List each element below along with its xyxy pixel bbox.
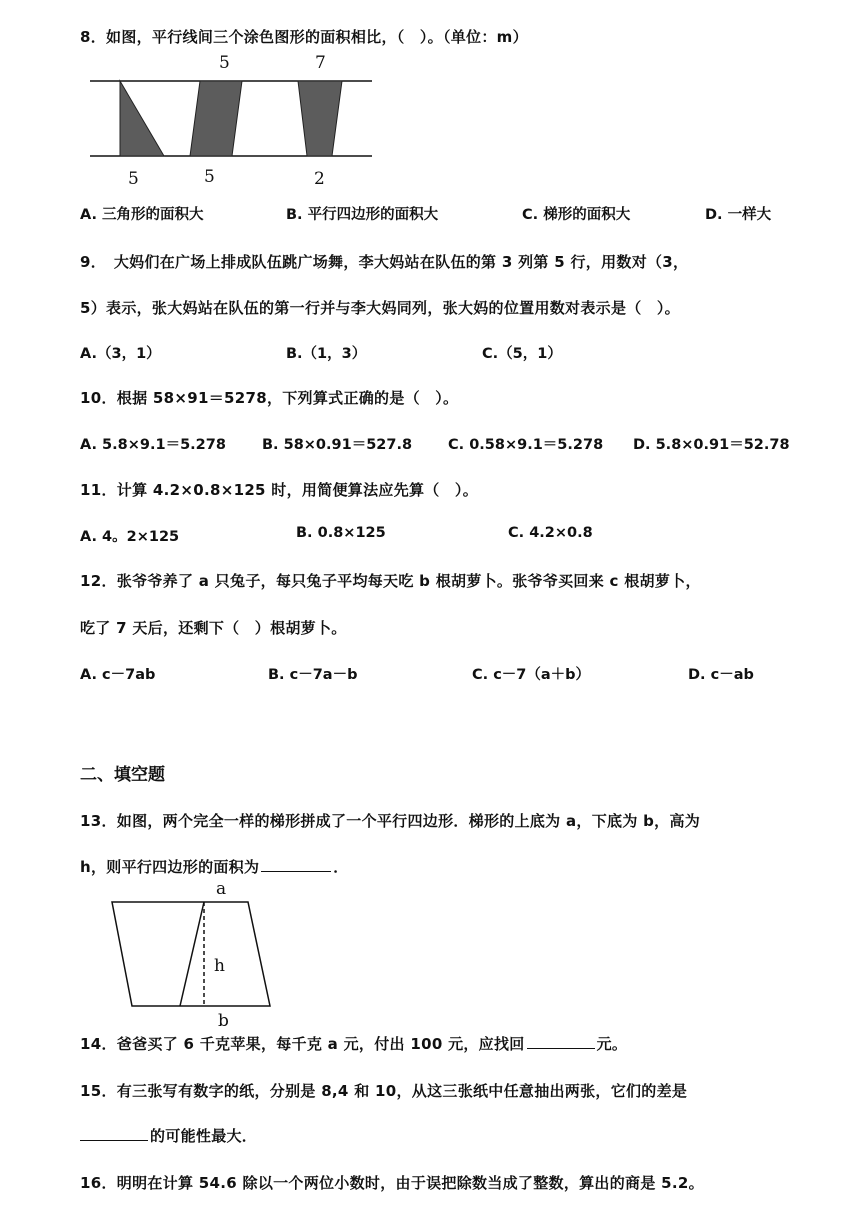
question-9-option-c: C.（5，1） bbox=[482, 346, 562, 362]
question-8-option-d: D. 一样大 bbox=[705, 207, 772, 223]
fig13-top-label-a: a bbox=[216, 879, 227, 899]
question-15-stem-line2 bbox=[80, 1125, 257, 1146]
question-12-stem-line1: 12．张爷爷养了 a 只兔子，每只兔子平均每天吃 b 根胡萝卜。张爷爷买回来 c 根胡萝卜， bbox=[80, 572, 701, 590]
fig13-dividing-line bbox=[180, 902, 204, 1006]
question-12-stem-line2: 吃了 7 天后，还剩下（ ）根胡萝卜。 bbox=[80, 619, 347, 637]
question-10-option-d: D. 5.8×0.91＝52.78 bbox=[633, 437, 790, 453]
question-14-stem-suffix: 元。 bbox=[596, 1035, 628, 1053]
question-9-stem-line1: 9． 大妈们在广场上排成队伍跳广场舞，李大妈站在队伍的第 3 列第 5 行，用数对（3， bbox=[80, 253, 689, 271]
question-9-option-b: B.（1，3） bbox=[286, 346, 367, 362]
question-12-option-c: C. c－7（a＋b） bbox=[472, 667, 591, 683]
question-8-stem: 8．如图，平行线间三个涂色图形的面积相比，（ ）。（单位：m） bbox=[80, 28, 528, 46]
question-9-stem-line2: 5）表示，张大妈站在队伍的第一行并与李大妈同列，张大妈的位置用数对表示是（ ）。 bbox=[80, 299, 680, 317]
question-12-option-d: D. c－ab bbox=[688, 667, 754, 683]
question-8-figure bbox=[80, 48, 380, 188]
question-13-stem-line1: 13．如图，两个完全一样的梯形拼成了一个平行四边形．梯形的上底为 a，下底为 b，高为 bbox=[80, 812, 701, 830]
question-14-stem bbox=[80, 1033, 627, 1054]
fig8-bottom-label-trapezoid: 2 bbox=[314, 169, 325, 189]
question-11-option-a: A. 4。2×125 bbox=[80, 529, 180, 545]
question-10-option-a: A. 5.8×9.1＝5.278 bbox=[80, 437, 226, 453]
question-11-option-b: B. 0.8×125 bbox=[296, 525, 386, 541]
question-14-answer-blank[interactable] bbox=[527, 1034, 595, 1049]
question-8-option-b: B. 平行四边形的面积大 bbox=[286, 207, 439, 223]
question-11-stem: 11．计算 4.2×0.8×125 时，用简便算法应先算（ ）。 bbox=[80, 481, 479, 499]
question-11-option-c: C. 4.2×0.8 bbox=[508, 525, 593, 541]
question-14-stem-prefix: 14．爸爸买了 6 千克苹果，每千克 a 元，付出 100 元，应找回 bbox=[80, 1035, 525, 1053]
question-12-option-a: A. c－7ab bbox=[80, 667, 156, 683]
fig13-height-label-h: h bbox=[214, 956, 225, 976]
fig13-parallelogram bbox=[112, 902, 270, 1006]
question-8-option-c: C. 梯形的面积大 bbox=[522, 207, 631, 223]
question-13-stem-line2 bbox=[80, 856, 349, 877]
question-8-option-a: A. 三角形的面积大 bbox=[80, 207, 204, 223]
question-9-option-a: A.（3，1） bbox=[80, 346, 161, 362]
fig8-shaded-trapezoid bbox=[298, 81, 342, 156]
question-10-stem: 10．根据 58×91＝5278，下列算式正确的是（ ）。 bbox=[80, 389, 459, 407]
question-10-option-b: B. 58×0.91＝527.8 bbox=[262, 437, 413, 453]
fig8-bottom-label-triangle: 5 bbox=[128, 169, 139, 189]
fig13-bottom-label-b: b bbox=[218, 1011, 229, 1031]
question-13-figure bbox=[100, 878, 300, 1031]
question-15-answer-blank[interactable] bbox=[80, 1126, 148, 1141]
question-15-stem-line1: 15．有三张写有数字的纸，分别是 8,4 和 10，从这三张纸中任意抽出两张，它们的差是 bbox=[80, 1082, 688, 1100]
question-10-option-c: C. 0.58×9.1＝5.278 bbox=[448, 437, 604, 453]
section-title-fill-in: 二、填空题 bbox=[80, 765, 165, 785]
question-13-answer-blank[interactable] bbox=[261, 857, 331, 872]
question-15-stem-suffix: 的可能性最大． bbox=[150, 1127, 258, 1145]
question-13-stem-prefix: h，则平行四边形的面积为 bbox=[80, 858, 260, 876]
question-16-stem: 16．明明在计算 54.6 除以一个两位小数时，由于误把除数当成了整数，算出的商是 5.2。 bbox=[80, 1174, 704, 1192]
fig8-bottom-label-parallelogram: 5 bbox=[204, 167, 215, 187]
fig8-shaded-parallelogram bbox=[190, 81, 242, 156]
fig8-top-label-trapezoid: 7 bbox=[315, 53, 326, 73]
question-12-option-b: B. c－7a－b bbox=[268, 667, 358, 683]
fig8-shaded-triangle bbox=[120, 81, 164, 156]
fig8-top-label-parallelogram: 5 bbox=[219, 53, 230, 73]
question-13-stem-suffix: ． bbox=[333, 858, 349, 876]
